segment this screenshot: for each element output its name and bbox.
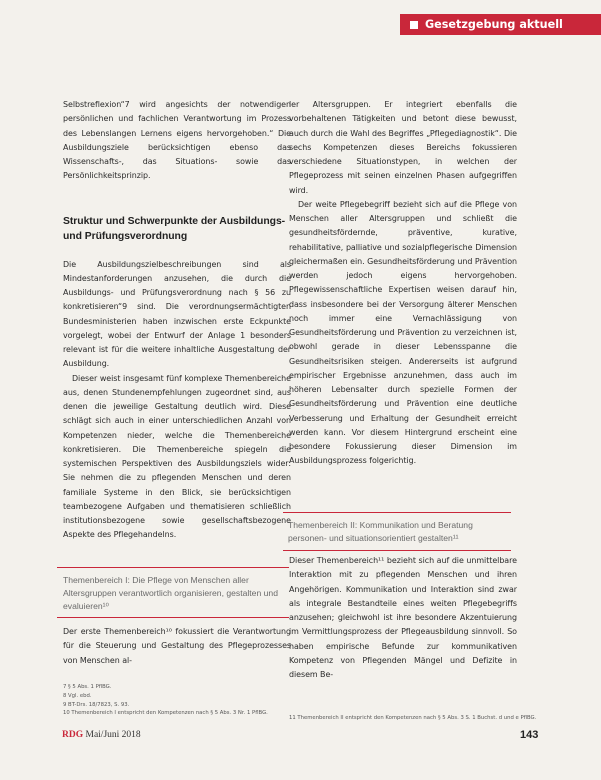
theme-box-left	[57, 567, 289, 618]
square-icon	[410, 21, 418, 29]
footnote: 9 BT-Drs. 18/7823, S. 93.	[63, 701, 130, 708]
paragraph: Der erste Themenbereich¹⁰ fokussiert die Verantwortung für die Steuerung und Gestaltung des Pflegeprozesses von Menschen al-	[63, 627, 291, 665]
footnote: 7 § 5 Abs. 1 PflBG.	[63, 684, 112, 690]
right-column	[289, 98, 517, 469]
issue-date: Mai/Juni 2018	[83, 730, 141, 740]
paragraph: ler Altersgruppen. Er integriert ebenfalls die vorbehaltenen Tätigkeiten und betont diese bewusst, auch durch die Wahl des Begriffes „Pflegediagnostik“. Die sechs Kompetenzen dieses Bereichs fokussieren verschiedene Situationstypen, in welchen der Pflegeprozess mit seinen einzelnen Phasen aufgegriffen wird.	[289, 100, 517, 195]
section-heading: Struktur und Schwerpunkte der Ausbildungs- und Prüfungsverordnung	[63, 215, 286, 242]
paragraph: Selbstreflexion“7 wird angesichts der notwendigen persönlichen und fachlichen Verantwortung im Prozess des Lebenslangen Lernens eigens hervorgehoben.“ Die Ausbildungsziele berücksichtigen ebenso das Wissenschafts-, das Situations- sowie das Persönlichkeitsprinzip.	[63, 100, 291, 181]
right-column-continued	[289, 554, 517, 682]
footer-issue	[62, 730, 141, 740]
theme-heading: Themenbereich I: Die Pflege von Menschen aller Altersgruppen verantwortlich organisieren, gestalten und evaluieren¹⁰	[63, 575, 278, 611]
paragraph: Dieser Themenbereich¹¹ bezieht sich auf die unmittelbare Interaktion mit zu pflegenden Menschen und ihren Angehörigen. Kommunikation und Interaktion sind zwar als integrale Bestandteile eines weiten Pflegebegriffs anzusehen; gleichwohl ist ihre besondere Akzentuierung im Vermittlungsprozess der Pflegeausbildung sinnvoll. So haben empirische Befunde zur kommunikativen Kompetenz von Pflegenden Mängel und Defizite in diesem Be-	[289, 556, 517, 679]
journal-brand: RDG	[62, 730, 84, 740]
section-tag-label: Gesetzgebung aktuell	[425, 18, 563, 31]
paragraph: Die Ausbildungszielbeschreibungen sind als Mindestanforderungen anzusehen, die durch die Ausbildungs- und Prüfungsverordnung nach § 56 zu konkretisieren“9 sind. Die verordnungsermächtigten Bundesministerien haben inzwischen erste Eckpunkte vorgelegt, wobei der Entwurf der Anlage 1 besonders relevant ist für die weitere inhaltliche Ausgestaltung der Ausbildung.	[63, 259, 291, 369]
footnotes-right	[289, 714, 536, 723]
footnotes-left	[63, 683, 268, 718]
left-column	[63, 98, 291, 543]
page-number: 143	[520, 729, 539, 741]
theme-heading: Themenbereich II: Kommunikation und Beratung personen- und situationsorientiert gestalten¹¹	[288, 520, 473, 543]
footnote: 11 Themenbereich II entspricht den Kompetenzen nach § 5 Abs. 3 S. 1 Buchst. d und e PflBG.	[289, 715, 537, 721]
footnote: 8 Vgl. ebd.	[63, 692, 92, 699]
paragraph: Dieser weist insgesamt fünf komplexe Themenbereiche aus, denen Stundenempfehlungen zugeordnet sind, aus denen die jeweilige Gestaltung deutlich wird. Diese schlägt sich auch in einer unterschiedlichen Anzahl von Kompetenzen nieder, welche die Themenbereiche konkretisieren. Die Themenbereiche spiegeln die systemischen Perspektiven des Ausbildungsziels wider: Sie nehmen die zu pflegenden Menschen und deren familiale Systeme in den Blick, sie berücksichtigen teambezogene Aufgaben und thematisieren schließlich institutionsbezogene sowie gesellschaftsbezogene Aspekte des Pflegehandelns.	[63, 373, 291, 540]
left-column-continued	[63, 625, 291, 668]
theme-box-right	[283, 512, 511, 551]
section-tag	[400, 14, 601, 35]
footnote: 10 Themenbereich I entspricht den Kompetenzen nach § 5 Abs. 3 Nr. 1 PflBG.	[63, 710, 268, 717]
paragraph: Der weite Pflegebegriff bezieht sich auf die Pflege von Menschen aller Altersgruppen und schließt die gesundheitsfördernde, präventive, kurative, rehabilitative, palliative und sozialpflegerische Dimension gleichermaßen ein. Gesundheitsförderung und Prävention werden jedoch eigens hervorgehoben. Pflegewissenschaftliche Expertisen weisen darauf hin, dass insbesondere bei der Versorgung älterer Menschen noch immer eine Vernachlässigung von Gesundheitsförderung und Prävention zu verzeichnen ist, obwohl gerade in dieser Lebensspanne die Gesundheitsrisiken steigen. Andererseits ist aufgrund empirischer Ergebnisse anzunehmen, dass auch im höheren Lebensalter durch spezielle Formen der Gesundheitsförderung und Prävention eine deutliche Verbesserung und Erhaltung der Gesundheit erreicht werden kann. Vor diesem Hintergrund erscheint eine besondere Fokussierung dieser Dimension im Ausbildungsprozess folgerichtig.	[289, 199, 517, 466]
